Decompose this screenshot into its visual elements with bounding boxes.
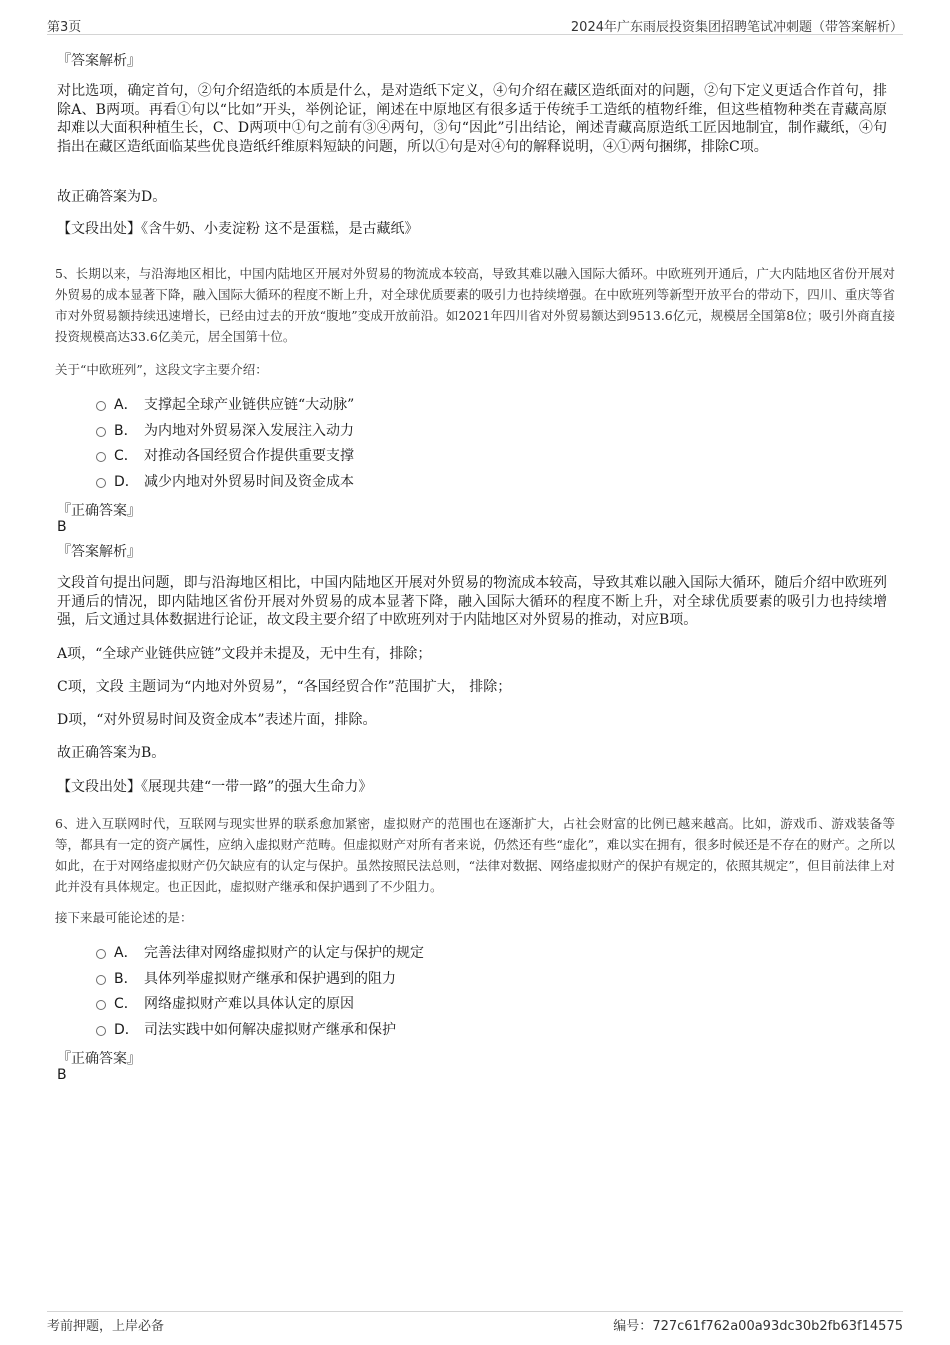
q4-source: 【文段出处】《含牛奶、小麦淀粉 这不是蛋糕，是古藏纸》 <box>57 221 419 237</box>
radio-button[interactable] <box>96 452 106 462</box>
radio-button[interactable] <box>96 427 106 437</box>
q5-analysis-label: 『答案解析』 <box>57 544 141 560</box>
q4-analysis: 对比选项，确定首句，②句介绍造纸的本质是什么，是对造纸下定义，④句介绍在藏区造纸面对的问题，②句下定义更适合作首句，排除A、B两项。再看①句以“比如”开头，举例论证，阐述在中原地区有很多适于传统手工造纸的植物纤维，但这些植物种类在青藏高原却难以大面积种植生长，C、D两项中①句之前有③④两句，③句“因此”引出结论，阐述青藏高原造纸工匠因地制宜，制作藏纸，④句指出在藏区造纸面临某些优良造纸纤维原料短缺的问题，所以①句是对④句的解释说明，④①两句捆绑，排除C项。 <box>57 83 887 155</box>
q5-note-d: D项，“对外贸易时间及资金成本”表述片面，排除。 <box>57 712 377 728</box>
q5-note-a: A项，“全球产业链供应链”文段并未提及，无中生有，排除； <box>57 646 432 662</box>
radio-button[interactable] <box>96 1026 106 1036</box>
radio-button[interactable] <box>96 478 106 488</box>
q6-prompt: 接下来最可能论述的是： <box>55 910 193 925</box>
q6-text: 6、进入互联网时代，互联网与现实世界的联系愈加紧密，虚拟财产的范围也在逐渐扩大，占社会财富的比例已越来越高。比如，游戏币、游戏装备等等，都具有一定的资产属性，应纳入虚拟财产范畴。但虚拟财产对所有者来说，仍然还有些“虚化”，难以实在拥有，很多时候还是不存在的财产。之所以如此，在于对网络虚拟财产仍欠缺应有的认定与保护。虽然按照民法总则，“法律对数据、网络虚拟财产的保护有规定的，依照其规定”，但目前法律上对此并没有具体规定。也正因此，虚拟财产继承和保护遇到了不少阻力。 <box>55 816 895 894</box>
q5-source: 【文段出处】《展现共建“一带一路”的强大生命力》 <box>57 779 373 795</box>
radio-button[interactable] <box>96 1000 106 1010</box>
q5-prompt: 关于“中欧班列”，这段文字主要介绍： <box>55 362 268 377</box>
q5-answer: B <box>57 519 67 535</box>
footer-slogan: 考前押题，上岸必备 <box>47 1319 165 1334</box>
radio-button[interactable] <box>96 949 106 959</box>
radio-button[interactable] <box>96 975 106 985</box>
page-number: 第3页 <box>47 20 82 35</box>
radio-button[interactable] <box>96 401 106 411</box>
page-header <box>47 16 903 35</box>
q5-answer-label: 『正确答案』 <box>57 503 141 519</box>
document-title: 2024年广东雨辰投资集团招聘笔试冲刺题（带答案解析） <box>570 20 903 35</box>
q5-note-c: C项，文段 主题词为“内地对外贸易”，“各国经贸合作”范围扩大， 排除； <box>57 679 512 695</box>
q6-answer-label: 『正确答案』 <box>57 1051 141 1067</box>
document-code: 编号：727c61f762a00a93dc30b2fb63f14575 <box>613 1319 903 1334</box>
q5-conclusion: 故正确答案为B。 <box>57 745 166 761</box>
q4-conclusion: 故正确答案为D。 <box>57 189 167 205</box>
q4-analysis-label: 『答案解析』 <box>57 53 141 69</box>
page-footer <box>47 1311 903 1335</box>
q5-text: 5、长期以来，与沿海地区相比，中国内陆地区开展对外贸易的物流成本较高，导致其难以融入国际大循环。中欧班列开通后，广大内陆地区省份开展对外贸易的成本显著下降，融入国际大循环的程度不断上升，对全球优质要素的吸引力也持续增强。在中欧班列等新型开放平台的带动下，四川、重庆等省市对外贸易额持续迅速增长，已经由过去的开放“腹地”变成开放前沿。如2021年四川省对外贸易额达到9513.6亿元，规模居全国第8位；吸引外商直接投资规模高达33.6亿美元，居全国第十位。 <box>55 266 895 344</box>
q5-analysis: 文段首句提出问题，即与沿海地区相比，中国内陆地区开展对外贸易的物流成本较高，导致其难以融入国际大循环，随后介绍中欧班列开通后的情况，即内陆地区省份开展对外贸易的成本显著下降，融入国际大循环的程度不断上升，对全球优质要素的吸引力也持续增强，后文通过具体数据进行论证，故文段主要介绍了中欧班列对于内陆地区对外贸易的推动，对应B项。 <box>57 575 887 628</box>
q6-answer: B <box>57 1067 67 1083</box>
